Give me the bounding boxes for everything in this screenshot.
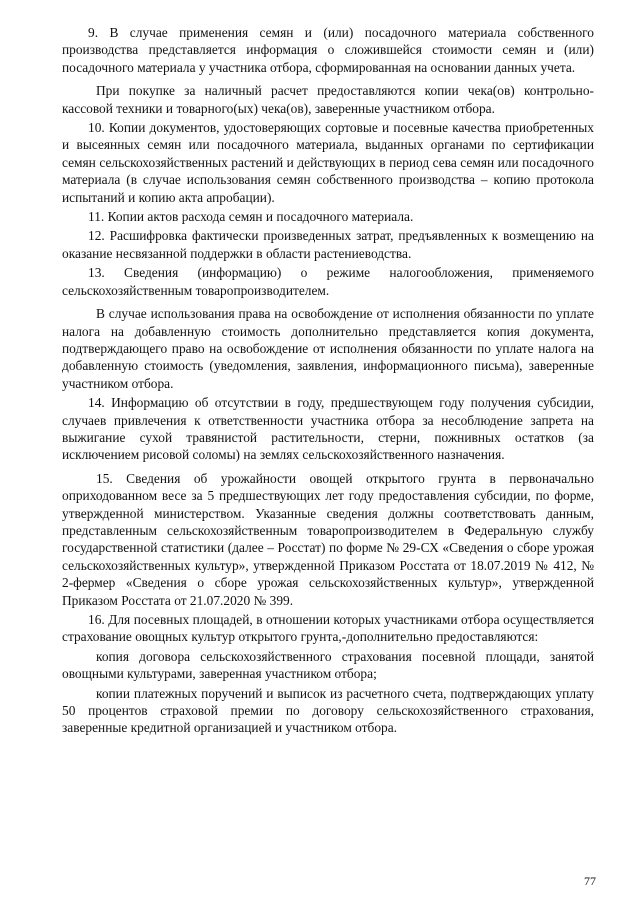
- page-number: 77: [584, 874, 596, 888]
- paragraph-item-9: 9. В случае применения семян и (или) посадочного материала собственного производства представляется информация о сложившейся стоимости семян и (или) посадочного материала у участника отбора, сформированная на основании данных учета.: [62, 25, 594, 75]
- paragraph-item-11: 11. Копии актов расхода семян и посадочного материала.: [88, 209, 414, 225]
- paragraph-item-12: 12. Расшифровка фактически произведенных затрат, предъявленных к возмещению на оказание несвязанной поддержки в области растениеводства.: [62, 228, 594, 261]
- paragraph-payment-orders: копии платежных поручений и выписок из расчетного счета, подтверждающих уплату 50 процентов страховой премии по договору сельскохозяйственного страхования, заверенные кредитной организацией и участником отбора.: [62, 685, 594, 736]
- paragraph-item-14: 14. Информацию об отсутствии в году, предшествующем году получения субсидии, случаев привлечения к ответственности участника отбора за несоблюдение запрета на выжигание сухой травянистой растительности, стерни, пожнивных остатков (за исключением рисовой соломы) на землях сельскохозяйственного назначения.: [62, 395, 594, 463]
- paragraph-item-15: 15. Сведения об урожайности овощей открытого грунта в первоначально оприходованном весе за 5 предшествующих лет году предоставления субсидии, по форме, утвержденной министерством. Указанные сведения должны соответствовать данным, представленным сельскохозяйственным товаропроизводителем в Федеральную службу государственной статистики (далее – Росстат) по форме № 29-СХ «Сведения о сборе урожая сельскохозяйственных культур», утвержденной Приказом Росстата от 18.07.2019 № 412, № 2-фермер «Сведения о сборе урожая сельскохозяйственных культур», утвержденной Приказом Росстата от 21.07.2020 № 399.: [62, 470, 594, 608]
- paragraph-item-16: 16. Для посевных площадей, в отношении которых участниками отбора осуществляется страхование овощных культур открытого грунта,-дополнительно предоставляются:: [62, 612, 594, 645]
- paragraph-item-10: 10. Копии документов, удостоверяющих сортовые и посевные качества приобретенных и высеянных семян или посадочного материала, выданных органами по сертификации семян сельскохозяйственных растений и действующих в период сева семян или посадочного материала (в случае использования семян собственного производства – копию протокола испытаний и копию акта апробации).: [62, 120, 594, 205]
- document-body: [62, 24, 594, 737]
- paragraph-vat-exemption: В случае использования права на освобождение от исполнения обязанности по уплате налога на добавленную стоимость дополнительно представляется копия документа, подтверждающего право на освобождение от исполнения обязанности по уплате налога на добавленную стоимость (уведомления, заявления, информационного письма), заверенные участником отбора.: [62, 306, 594, 391]
- paragraph-cash-purchase: При покупке за наличный расчет предоставляются копии чека(ов) контрольно-кассовой техники и товарного(ых) чека(ов), заверенные участником отбора.: [62, 83, 594, 116]
- paragraph-item-13: 13. Сведения (информацию) о режиме налогообложения, применяемого сельскохозяйственным товаропроизводителем.: [62, 265, 594, 298]
- paragraph-insurance-contract: копия договора сельскохозяйственного страхования посевной площади, занятой овощными культурами, заверенная участником отбора;: [62, 648, 594, 682]
